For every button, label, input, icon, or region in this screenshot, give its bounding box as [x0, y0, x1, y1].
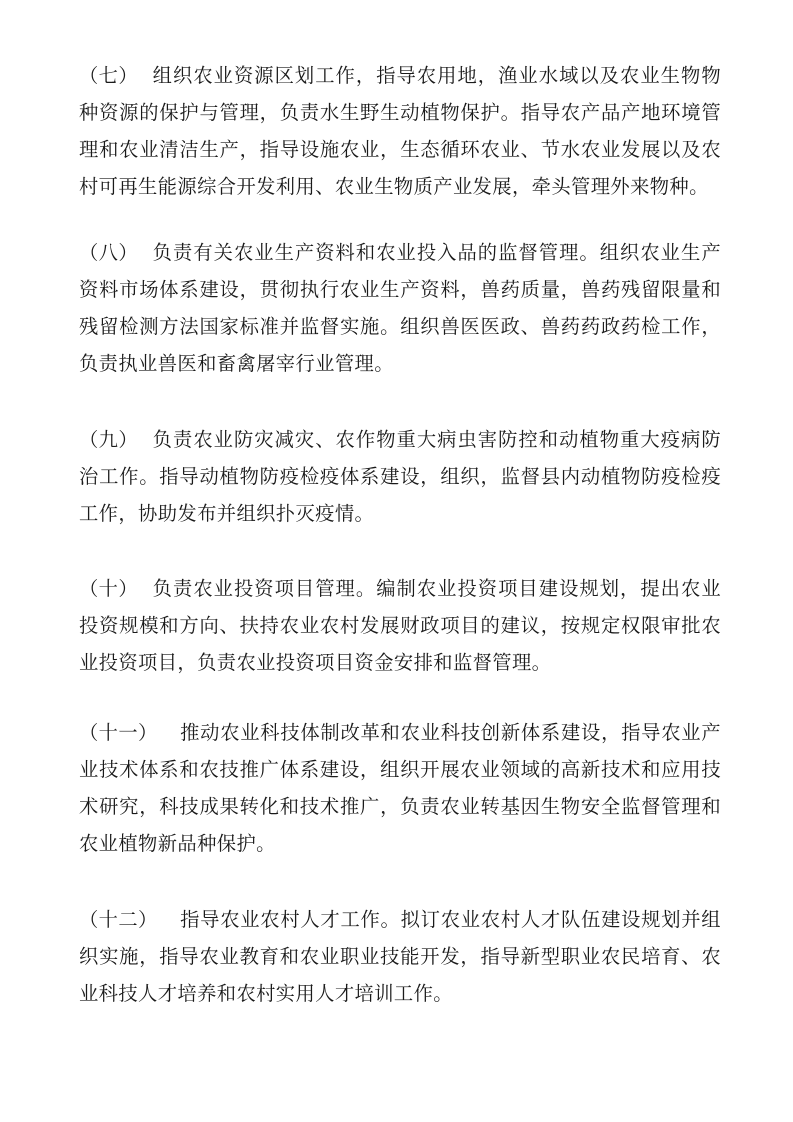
- paragraph-number: （十一）: [79, 721, 158, 744]
- paragraph-text: 负责农业防灾减灾、农作物重大病虫害防控和动植物重大疫病防治工作。指导动植物防疫检疫体系建设，组织，监督县内动植物防疫检疫工作，协助发布并组织扑灭疫情。: [79, 428, 721, 525]
- paragraph-8: [79, 234, 721, 382]
- paragraph-text: 推动农业科技体制改革和农业科技创新体系建设，指导农业产业技术体系和农技推广体系建设，组织开展农业领域的高新技术和应用技术研究，科技成果转化和技术推广，负责农业转基因生物安全监督管理和农业植物新品种保护。: [79, 721, 721, 855]
- paragraph-number: （九）: [79, 428, 139, 451]
- paragraph-text: 指导农业农村人才工作。拟订农业农村人才队伍建设规划并组织实施，指导农业教育和农业职业技能开发，指导新型职业农民培育、农业科技人才培养和农村实用人才培训工作。: [79, 908, 721, 1005]
- paragraph-number: （八）: [79, 241, 139, 264]
- paragraph-11: [79, 714, 721, 862]
- paragraph-10: [79, 570, 721, 681]
- paragraph-number: （十二）: [79, 908, 158, 931]
- paragraph-text: 负责有关农业生产资料和农业投入品的监督管理。组织农业生产资料市场体系建设，贯彻执行农业生产资料，兽药质量，兽药残留限量和残留检测方法国家标准并监督实施。组织兽医医政、兽药药政药检工作，负责执业兽医和畜禽屠宰行业管理。: [79, 241, 721, 375]
- paragraph-9: [79, 421, 721, 532]
- paragraph-text: 组织农业资源区划工作，指导农用地，渔业水域以及农业生物物种资源的保护与管理，负责水生野生动植物保护。指导农产品产地环境管理和农业清洁生产，指导设施农业，生态循环农业、节水农业发展以及农村可再生能源综合开发利用、农业生物质产业发展，牵头管理外来物种。: [79, 64, 721, 198]
- paragraph-12: [79, 901, 721, 1012]
- paragraph-text: 负责农业投资项目管理。编制农业投资项目建设规划，提出农业投资规模和方向、扶持农业农村发展财政项目的建议，按规定权限审批农业投资项目，负责农业投资项目资金安排和监督管理。: [79, 577, 721, 674]
- paragraph-number: （七）: [79, 64, 139, 87]
- paragraph-7: [79, 57, 721, 205]
- paragraph-number: （十）: [79, 577, 139, 600]
